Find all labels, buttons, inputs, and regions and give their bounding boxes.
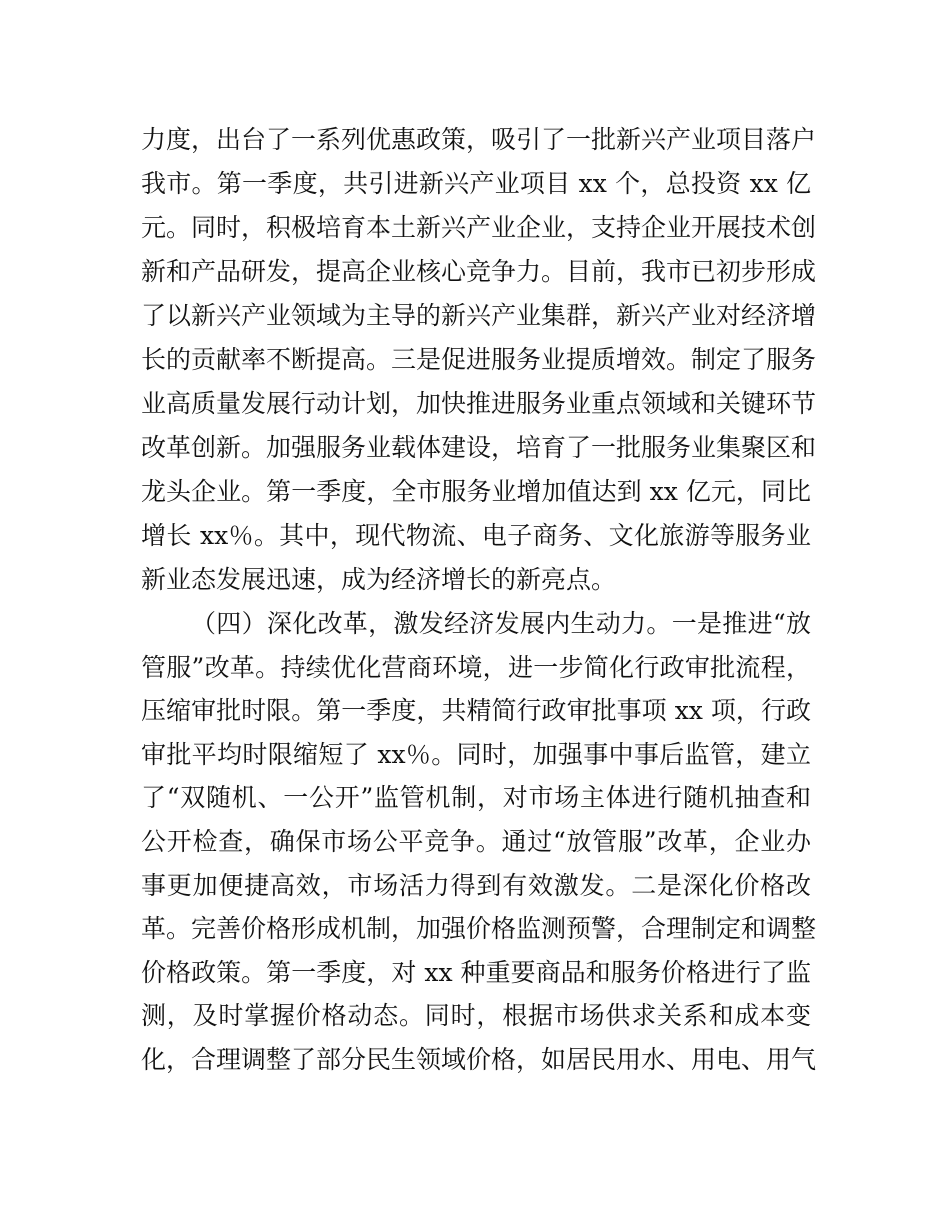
paragraph-2 <box>141 606 817 1086</box>
paragraph-line: 革。完善价格形成机制，加强价格监测预警，合理制定和调整 <box>141 914 817 944</box>
paragraph-line: 业高质量发展行动计划，加快推进服务业重点领域和关键环节 <box>141 389 817 418</box>
paragraph-line: 新业态发展迅速，成为经济增长的新亮点。 <box>141 565 617 594</box>
paragraph-line: 化，合理调整了部分民生领域价格，如居民用水、用电、用气 <box>141 1044 817 1074</box>
paragraph-line: 了以新兴产业领域为主导的新兴产业集群，新兴产业对经济增 <box>141 301 817 330</box>
paragraph-line: 价格政策。第一季度，对 xx 种重要商品和服务价格进行了监 <box>141 957 811 987</box>
paragraph-line: 审批平均时限缩短了 xx％。同时，加强事中事后监管，建立 <box>141 739 811 769</box>
paragraph-line: 管服”改革。持续优化营商环境，进一步简化行政审批流程， <box>141 652 811 682</box>
paragraph-line: 改革创新。加强服务业载体建设，培育了一批服务业集聚区和 <box>141 433 817 462</box>
paragraph-line: 公开检查，确保市场公平竞争。通过“放管服”改革，企业办 <box>141 826 811 856</box>
paragraph-line: 我市。第一季度，共引进新兴产业项目 xx 个，总投资 xx 亿 <box>141 169 811 198</box>
paragraph-1 <box>141 122 817 606</box>
paragraph-line: （四）深化改革，激发经济发展内生动力。一是推进“放 <box>191 609 811 638</box>
paragraph-line: 了“双随机、一公开”监管机制，对市场主体进行随机抽查和 <box>141 783 811 813</box>
paragraph-line: 事更加便捷高效，市场活力得到有效激发。二是深化价格改 <box>141 870 811 900</box>
paragraph-line: 增长 xx％。其中，现代物流、电子商务、文化旅游等服务业 <box>141 521 811 550</box>
paragraph-line: 新和产品研发，提高企业核心竞争力。目前，我市已初步形成 <box>141 257 817 286</box>
paragraph-line: 元。同时，积极培育本土新兴产业企业，支持企业开展技术创 <box>141 213 817 242</box>
paragraph-line: 测，及时掌握价格动态。同时，根据市场供求关系和成本变 <box>141 1001 811 1031</box>
paragraph-line: 龙头企业。第一季度，全市服务业增加值达到 xx 亿元，同比 <box>141 477 811 506</box>
paragraph-line: 压缩审批时限。第一季度，共精简行政审批事项 xx 项，行政 <box>141 696 811 726</box>
paragraph-line: 力度，出台了一系列优惠政策，吸引了一批新兴产业项目落户 <box>141 125 817 154</box>
paragraph-line: 长的贡献率不断提高。三是促进服务业提质增效。制定了服务 <box>141 345 817 374</box>
